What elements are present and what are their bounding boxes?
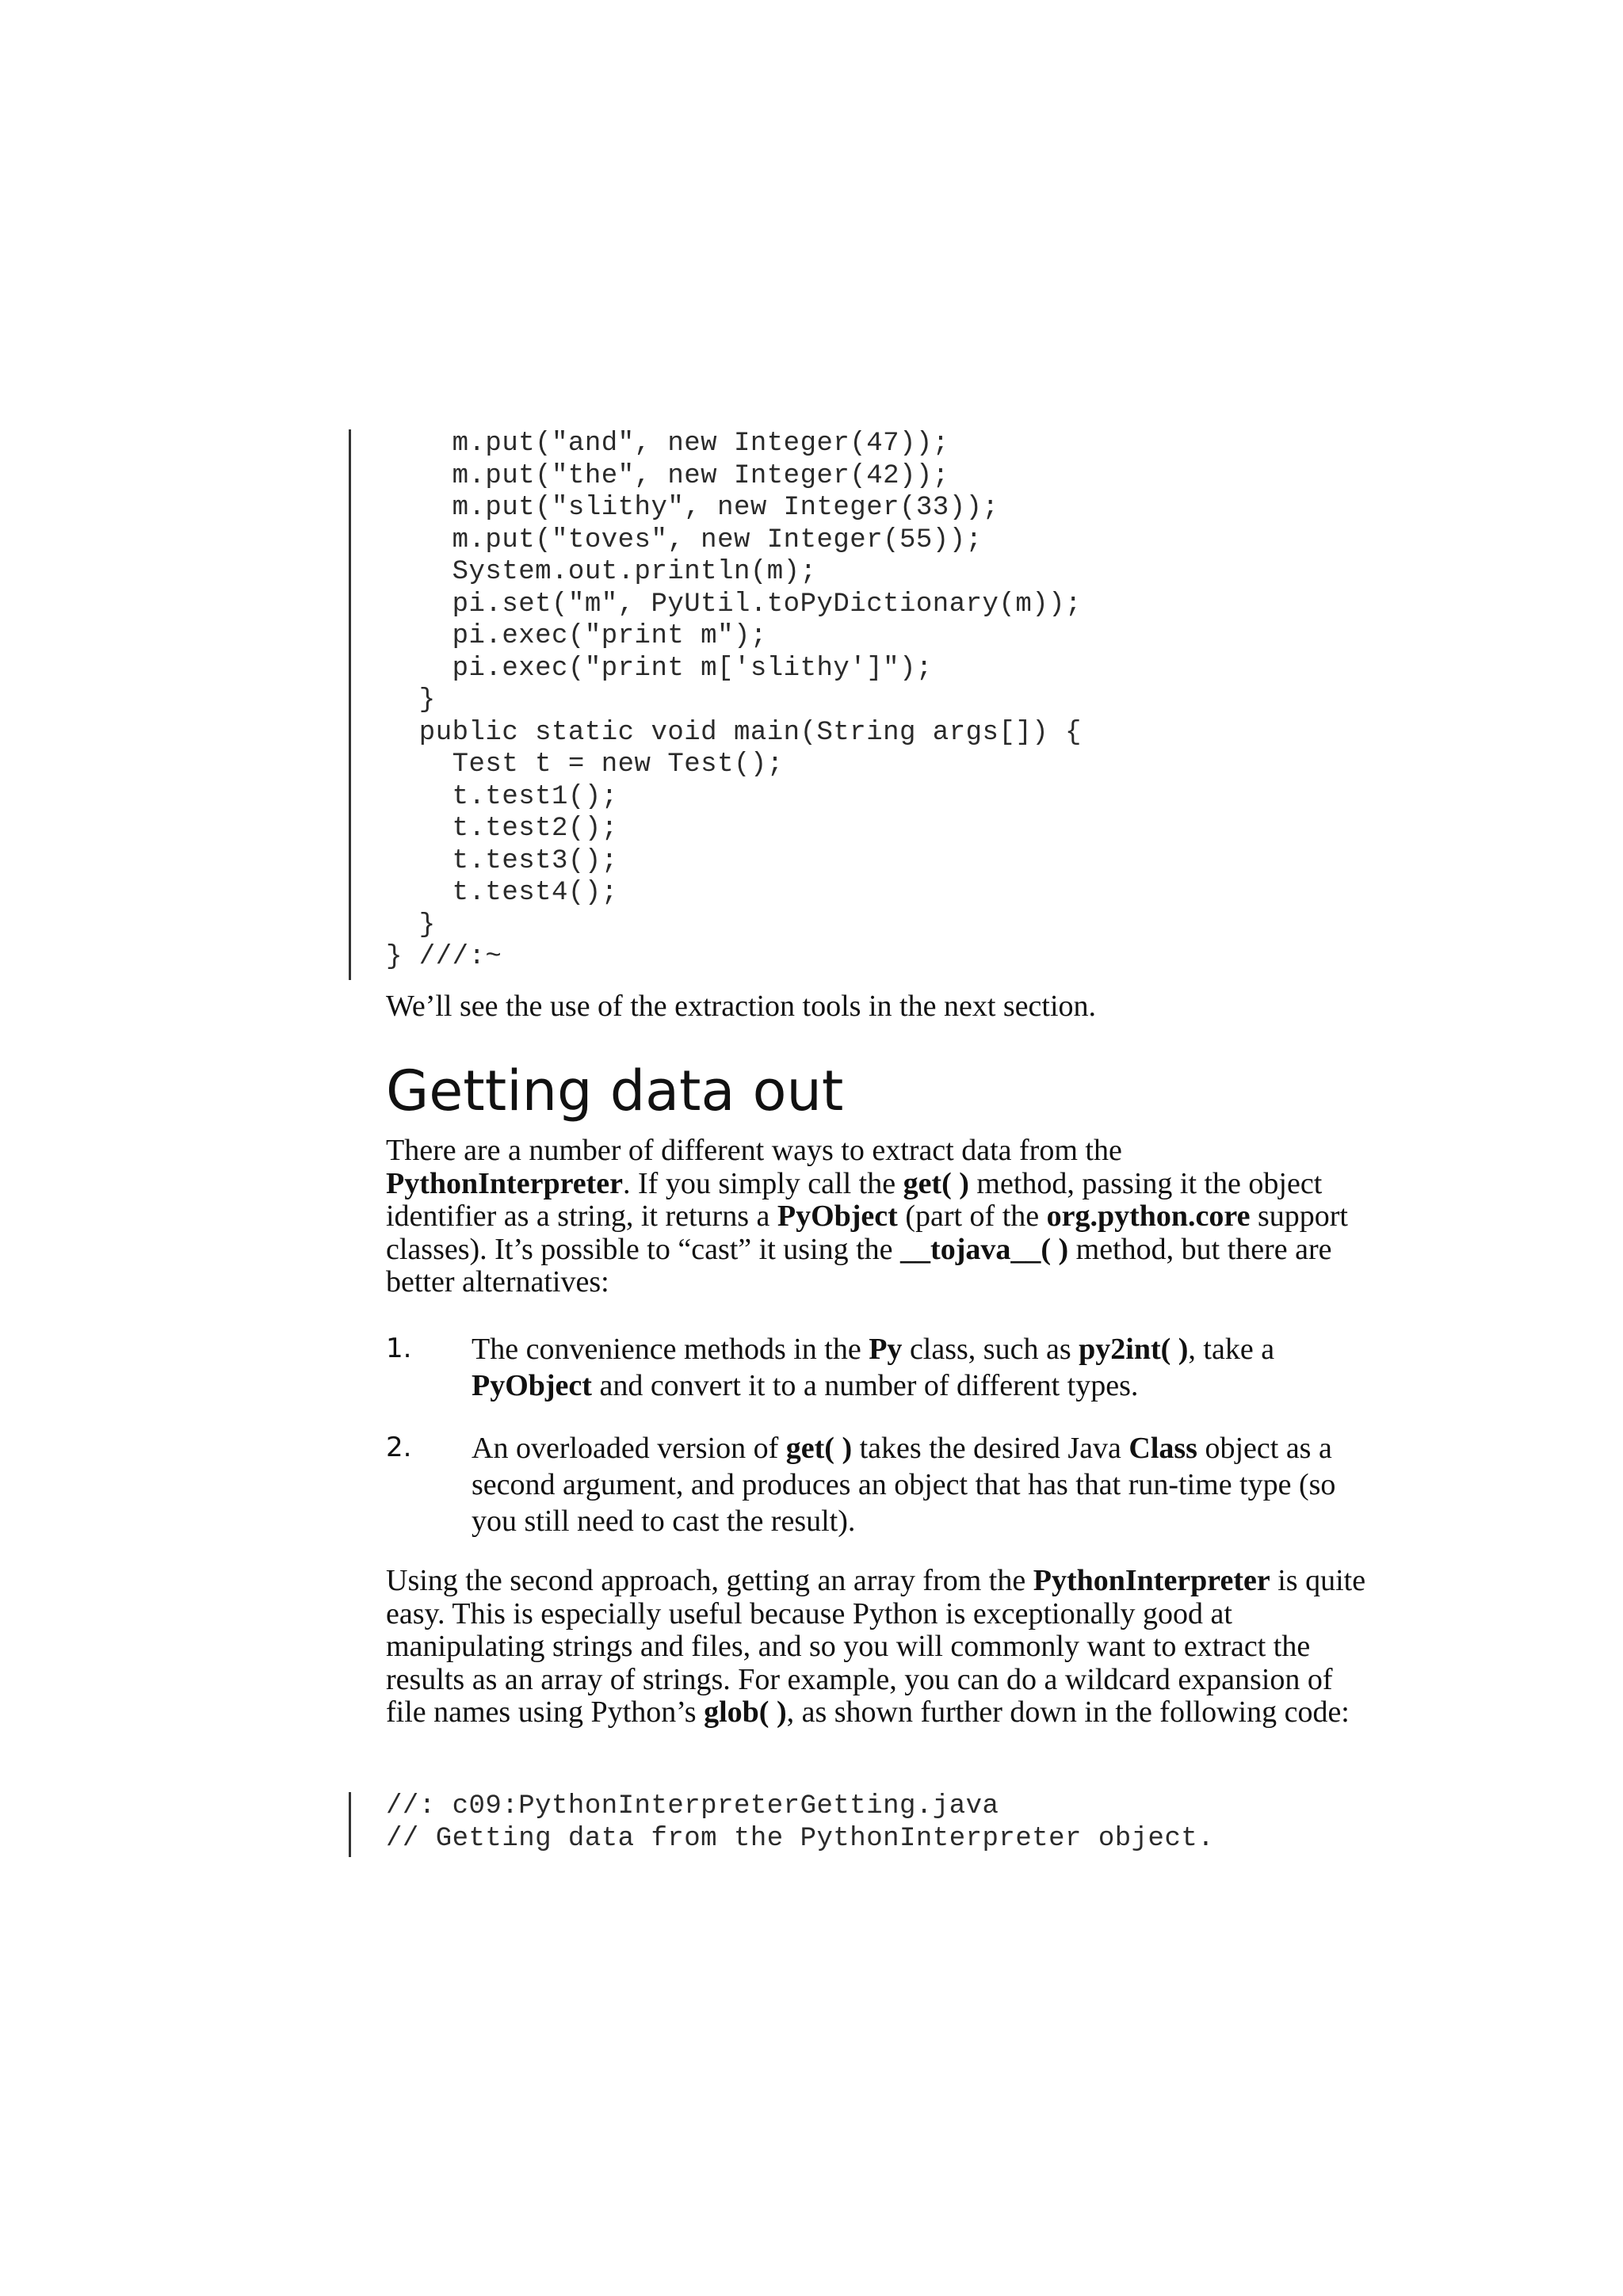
paragraph-extraction-note: We’ll see the use of the extraction tools in the next section. [386, 990, 1097, 1023]
code-line: m.put("slithy", new Integer(33)); [386, 493, 999, 523]
code-term: PyObject [777, 1199, 898, 1233]
paragraph-intro [386, 1135, 1369, 1299]
code-line: pi.set("m", PyUtil.toPyDictionary(m)); [386, 589, 1082, 620]
code-term: org.python.core [1046, 1199, 1251, 1233]
text-run: , take a [1188, 1333, 1275, 1366]
text-run: takes the desired Java [852, 1432, 1129, 1465]
code-line: pi.exec("print m"); [386, 621, 767, 651]
code-term: __tojava__( ) [900, 1232, 1069, 1266]
paragraph-second-approach [386, 1565, 1369, 1730]
code-term: PythonInterpreter [386, 1166, 624, 1200]
code-margin-bar [349, 429, 351, 980]
text-run: method, but there are better alternatives: [386, 1232, 1332, 1299]
list-number: 1. [386, 1333, 412, 1364]
code-term: PyObject [472, 1369, 592, 1402]
text-run: object as a second argument, and produces an object that has that run-time type (so you still need to cast the result). [472, 1432, 1336, 1538]
list-text [472, 1331, 1375, 1404]
text-run: is quite easy. This is especially useful because Python is exceptionally good at manipulating strings and files, and so you will commonly want to extract the results as an array of strings. For example, you can do a wildcard expansion of file names using Python’s [386, 1564, 1366, 1729]
code-line: Test t = new Test(); [386, 749, 784, 780]
code-term: get( ) [785, 1432, 853, 1465]
code-term: PythonInterpreter [1033, 1564, 1270, 1597]
text-run: method, passing it the object identifier as a string, it returns a [386, 1166, 1323, 1233]
text-run: An overloaded version of [472, 1432, 786, 1465]
code-line: m.put("toves", new Integer(55)); [386, 524, 983, 555]
code-line: } [386, 910, 436, 940]
code-block-bottom [386, 1791, 1214, 1855]
code-line: } ///:~ [386, 942, 502, 972]
text-run: , as shown further down in the following code: [786, 1695, 1350, 1729]
code-line: t.test1(); [386, 781, 618, 812]
text-run: . If you simply call the [623, 1166, 903, 1200]
code-term: glob( ) [704, 1695, 787, 1729]
code-line: public static void main(String args[]) { [386, 717, 1082, 748]
code-line: t.test4(); [386, 878, 618, 908]
code-block-top [386, 428, 1082, 974]
code-line: t.test3(); [386, 845, 618, 876]
code-line: System.out.println(m); [386, 557, 817, 587]
code-line: // Getting data from the PythonInterpreter object. [386, 1823, 1215, 1854]
code-term: Class [1128, 1432, 1197, 1465]
text-run: Using the second approach, getting an array from the [386, 1564, 1033, 1597]
text-run: class, such as [902, 1333, 1079, 1366]
text-run: and convert it to a number of different types. [591, 1369, 1139, 1402]
text-run: support classes). It’s possible to “cast” it using the [386, 1199, 1348, 1266]
code-term: py2int( ) [1079, 1333, 1189, 1366]
code-line: m.put("the", new Integer(42)); [386, 460, 949, 491]
text-run: The convenience methods in the [472, 1333, 869, 1366]
section-heading: Getting data out [386, 1058, 844, 1123]
code-line: pi.exec("print m['slithy']"); [386, 653, 933, 684]
code-term: get( ) [903, 1166, 969, 1200]
text-run: (part of the [897, 1199, 1047, 1233]
code-line: } [386, 685, 436, 715]
text-run: There are a number of different ways to extract data from the [386, 1134, 1122, 1167]
code-line: t.test2(); [386, 814, 618, 844]
list-number: 2. [386, 1432, 412, 1463]
code-line: m.put("and", new Integer(47)); [386, 429, 949, 459]
code-margin-bar [349, 1792, 351, 1857]
code-term: Py [869, 1333, 903, 1366]
code-line: //: c09:PythonInterpreterGetting.java [386, 1791, 999, 1821]
list-text [472, 1430, 1375, 1539]
